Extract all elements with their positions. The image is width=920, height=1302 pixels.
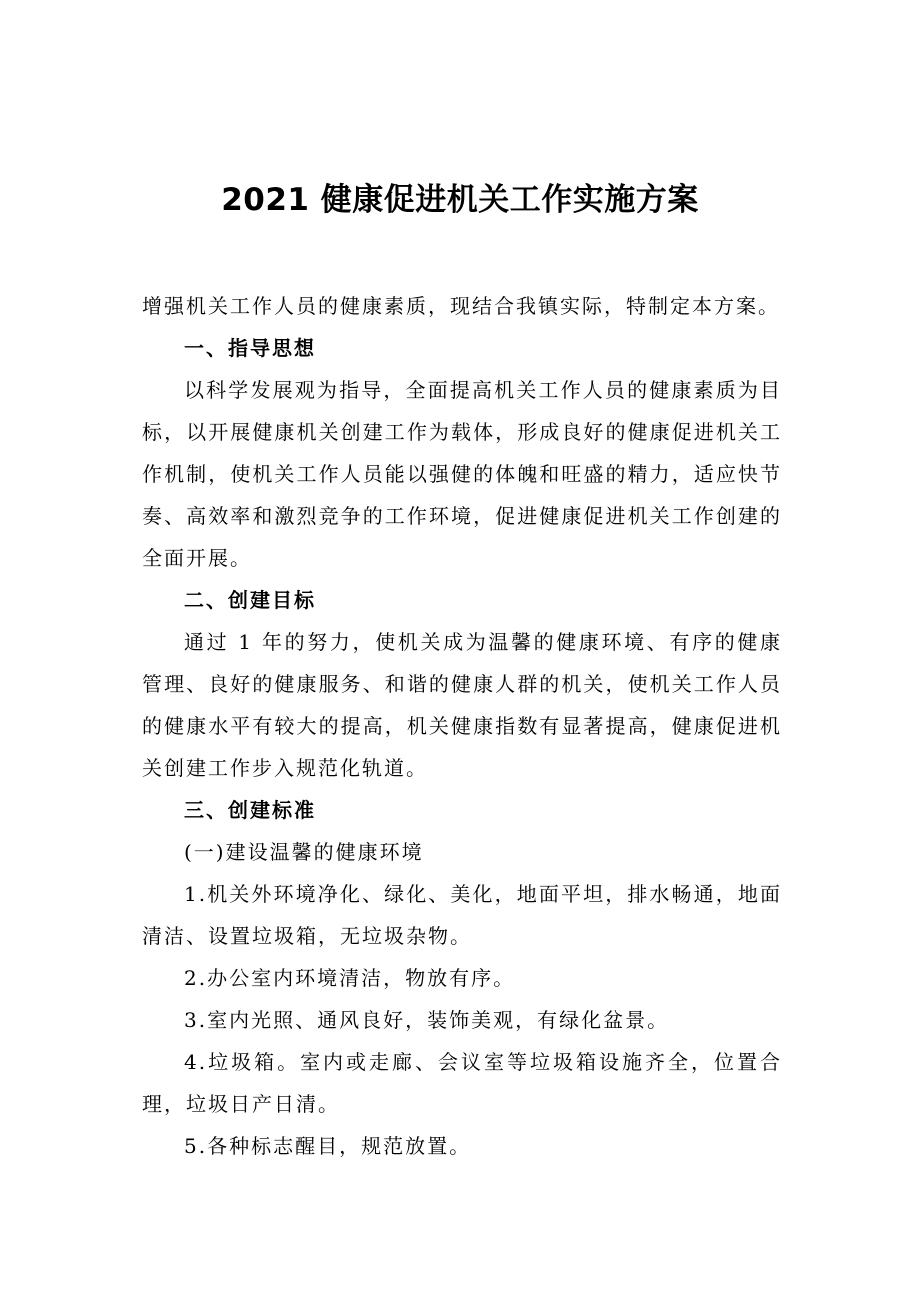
standards-item: 3.室内光照、通风良好，装饰美观，有绿化盆景。 — [184, 1008, 670, 1032]
guiding-ideology-paragraph: 以科学发展观为指导，全面提高机关工作人员的健康素质为目标，以开展健康机关创建工作为载体，形成良好的健康促进机关工作机制，使机关工作人员能以强健的体魄和旺盛的精力，适应快节奏、高效率和激烈竞争的工作环境，促进健康促进机关工作创建的全面开展。 — [142, 378, 782, 570]
document-title: 2021 健康促进机关工作实施方案 — [221, 182, 699, 218]
goals-paragraph: 通过 1 年的努力，使机关成为温馨的健康环境、有序的健康管理、良好的健康服务、和谐的健康人群的机关，使机关工作人员的健康水平有较大的提高，机关健康指数有显著提高，健康促进机关创建工作步入规范化轨道。 — [142, 630, 782, 780]
document-body — [142, 285, 782, 1167]
standards-item: 2.办公室内环境清洁，物放有序。 — [184, 966, 516, 990]
section-heading-standards: 三、创建标准 — [184, 798, 316, 822]
section-heading-goals: 二、创建目标 — [184, 588, 316, 612]
standards-item: 4.垃圾箱。室内或走廊、会议室等垃圾箱设施齐全，位置合理，垃圾日产日清。 — [142, 1050, 782, 1116]
standards-item: 5.各种标志醒目，规范放置。 — [184, 1134, 472, 1158]
section-heading-guiding-ideology: 一、指导思想 — [184, 336, 316, 360]
intro-paragraph: 增强机关工作人员的健康素质，现结合我镇实际，特制定本方案。 — [142, 294, 780, 318]
standards-subheading: (一)建设温馨的健康环境 — [184, 840, 424, 864]
standards-item: 1.机关外环境净化、绿化、美化，地面平坦，排水畅通，地面清洁、设置垃圾箱，无垃圾杂物。 — [142, 882, 782, 948]
